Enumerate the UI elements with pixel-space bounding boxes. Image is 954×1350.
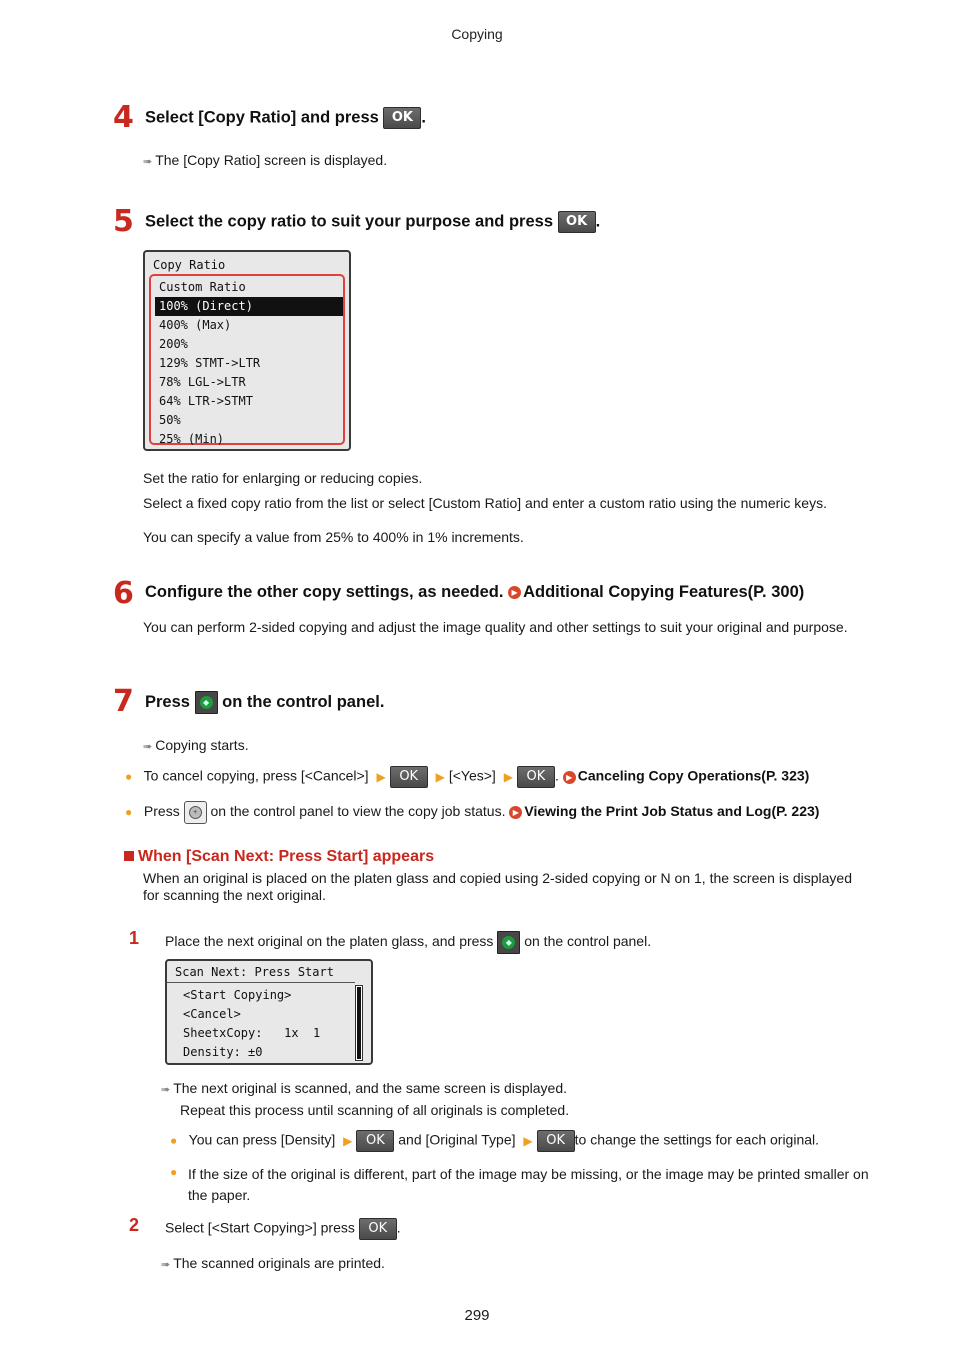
ok-button-icon: OK <box>356 1130 394 1152</box>
step-title <box>145 583 804 602</box>
bullet-item <box>170 1130 819 1152</box>
bullet-icon: ● <box>125 769 133 784</box>
bullet-icon: ● <box>170 1165 178 1179</box>
substep-label: on the control panel. <box>524 933 652 950</box>
lcd-item[interactable]: 400% (Max) <box>159 318 232 332</box>
substep-label: . <box>396 1219 401 1236</box>
result-label: The [Copy Ratio] screen is displayed. <box>155 152 388 168</box>
triangle-right-icon: ▶ <box>523 1133 533 1148</box>
lcd-list <box>179 986 320 1062</box>
step-number: 6 <box>113 576 134 611</box>
ok-button-icon: OK <box>383 107 421 129</box>
substep-number: 1 <box>129 928 140 948</box>
bullet-icon: ● <box>170 1133 178 1148</box>
link-print-job-status[interactable]: Viewing the Print Job Status and Log(P. 223) <box>524 803 820 820</box>
bullet-text: on the control panel to view the copy job status. <box>210 803 506 820</box>
result-text <box>143 152 387 171</box>
lcd-item[interactable]: 78% LGL->LTR <box>159 375 246 389</box>
lcd-item[interactable]: 50% <box>159 413 181 427</box>
lcd-item[interactable]: <Cancel> <box>183 1007 241 1021</box>
step-title-text: Configure the other copy settings, as needed. <box>145 583 504 601</box>
link-arrow-icon: ▶ <box>509 806 522 819</box>
bullet-item <box>170 1164 870 1206</box>
ok-button-icon: OK <box>537 1130 575 1152</box>
paragraph: You can specify a value from 25% to 400% in 1% increments. <box>143 529 524 545</box>
substep-text <box>165 931 651 954</box>
bullet-text: to change the settings for each original. <box>574 1131 820 1148</box>
step-title-text: Select [Copy Ratio] and press <box>145 108 379 127</box>
bullet-text: If the size of the original is different, part of the image may be missing, or the image may be printed smaller on the paper. <box>188 1166 869 1203</box>
start-button-icon: ◆ <box>195 691 218 714</box>
ok-button-icon: OK <box>558 211 596 233</box>
triangle-right-icon: ▶ <box>435 769 445 784</box>
link-arrow-icon: ▶ <box>508 586 521 599</box>
result-text <box>161 1080 567 1099</box>
start-button-icon: ◆ <box>497 931 520 954</box>
lcd-title: Scan Next: Press Start <box>167 961 355 983</box>
lcd-item-selected[interactable]: 100% (Direct) <box>155 297 343 316</box>
result-text <box>161 1255 385 1274</box>
lcd-item[interactable]: Density: ±0 <box>183 1045 263 1059</box>
step-number: 7 <box>113 684 134 719</box>
bullet-text: and [Original Type] <box>398 1131 516 1148</box>
status-monitor-icon: + <box>184 801 207 824</box>
page-header: Copying <box>451 26 503 42</box>
step-title-text: Select the copy ratio to suit your purpose and press <box>145 212 554 231</box>
lcd-item[interactable]: 200% <box>159 337 188 351</box>
result-text: Repeat this process until scanning of all originals is completed. <box>180 1102 570 1118</box>
section-heading <box>124 848 434 866</box>
arrow-right-icon: ➠ <box>161 1084 171 1096</box>
bullet-icon: ● <box>125 805 133 820</box>
lcd-item[interactable]: 25% (Min) <box>159 432 225 446</box>
triangle-right-icon: ▶ <box>376 769 386 784</box>
result-label: Copying starts. <box>155 737 249 753</box>
copy-ratio-screen <box>143 250 351 451</box>
substep-label: Select [<Start Copying>] press <box>165 1219 355 1236</box>
section-title: When [Scan Next: Press Start] appears <box>138 848 435 865</box>
paragraph: When an original is placed on the platen glass and copied using 2-sided copying or N on 1, the screen is displayed for scanning the next original. <box>143 870 852 903</box>
bullet-text: To cancel copying, press [<Cancel>] <box>143 767 369 784</box>
link-arrow-icon: ▶ <box>563 771 576 784</box>
bullet-text: [<Yes>] <box>448 767 496 784</box>
result-label: The next original is scanned, and the same screen is displayed. <box>173 1080 567 1096</box>
step-title-period: . <box>421 108 426 127</box>
result-text <box>143 737 249 756</box>
ok-button-icon: OK <box>517 766 555 788</box>
step-title <box>145 691 384 714</box>
result-label: The scanned originals are printed. <box>173 1255 385 1271</box>
ok-button-icon: OK <box>359 1218 397 1240</box>
ok-button-icon: OK <box>390 766 428 788</box>
lcd-scrollbar[interactable] <box>355 985 363 1061</box>
lcd-item[interactable]: <Start Copying> <box>183 988 292 1002</box>
paragraph: Select a fixed copy ratio from the list or select [Custom Ratio] and enter a custom ratio using the numeric keys. <box>143 495 827 511</box>
lcd-item[interactable]: 64% LTR->STMT <box>159 394 253 408</box>
step-number: 4 <box>113 100 134 135</box>
substep-label: Place the next original on the platen glass, and press <box>165 933 494 950</box>
scan-next-screen <box>165 959 373 1065</box>
substep-text <box>165 1218 401 1240</box>
lcd-item[interactable]: 129% STMT->LTR <box>159 356 261 370</box>
paragraph: You can perform 2-sided copying and adjust the image quality and other settings to suit your original and purpose. <box>143 619 848 635</box>
bullet-item <box>125 766 809 788</box>
bullet-text: . <box>554 767 559 784</box>
step-title-period: . <box>595 212 601 231</box>
substep-number: 2 <box>129 1215 140 1235</box>
lcd-item[interactable]: SheetxCopy: 1x 1 <box>183 1026 321 1040</box>
lcd-list <box>155 278 343 449</box>
arrow-right-icon: ➠ <box>143 156 153 168</box>
arrow-right-icon: ➠ <box>143 741 153 753</box>
page-number: 299 <box>464 1307 490 1324</box>
arrow-right-icon: ➠ <box>161 1259 171 1271</box>
bullet-item <box>125 801 819 824</box>
lcd-item[interactable]: Custom Ratio <box>159 280 246 294</box>
paragraph: Set the ratio for enlarging or reducing copies. <box>143 470 423 486</box>
step-title-text: Press <box>145 692 190 711</box>
link-additional-features[interactable]: Additional Copying Features(P. 300) <box>523 583 805 601</box>
bullet-text: You can press [Density] <box>188 1131 336 1148</box>
triangle-right-icon: ▶ <box>503 769 513 784</box>
triangle-right-icon: ▶ <box>343 1133 353 1148</box>
section-square-icon <box>124 851 134 861</box>
step-title-text: on the control panel. <box>222 692 385 711</box>
step-title <box>145 107 426 129</box>
step-number: 5 <box>113 204 134 239</box>
step-title <box>145 211 600 233</box>
link-canceling-copy[interactable]: Canceling Copy Operations(P. 323) <box>577 767 810 784</box>
bullet-text: Press <box>143 803 180 820</box>
lcd-title: Copy Ratio <box>153 258 226 272</box>
